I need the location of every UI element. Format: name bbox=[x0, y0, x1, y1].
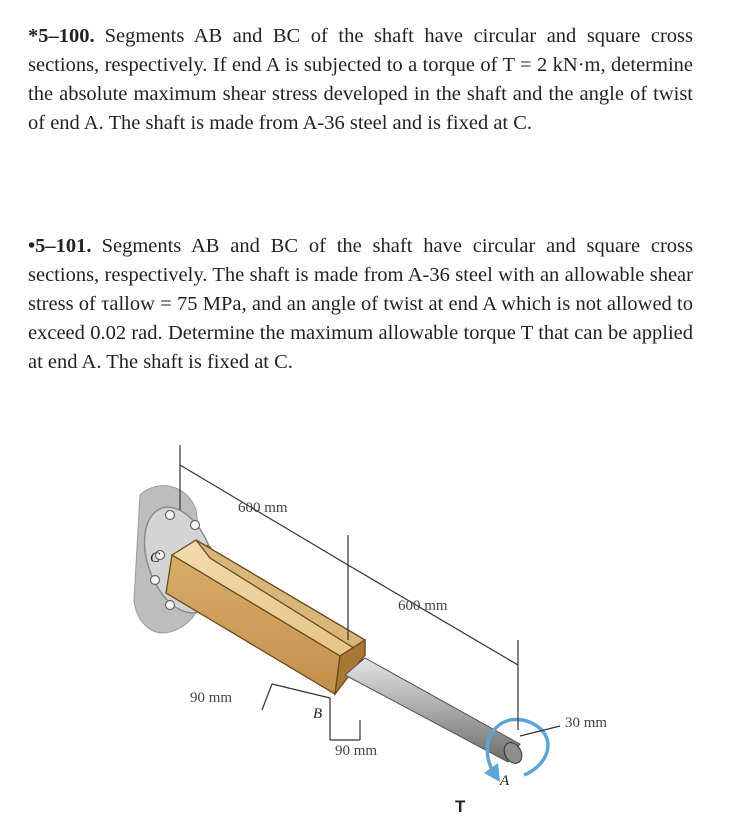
dim-600-right: 600 mm bbox=[398, 598, 448, 614]
problem-5-101 bbox=[28, 232, 693, 377]
shaft-figure bbox=[0, 440, 750, 840]
label-a: A bbox=[500, 773, 510, 789]
problem-number: *5–100. bbox=[28, 25, 95, 47]
problem-number: •5–101. bbox=[28, 235, 92, 257]
dim-90-bottom: 90 mm bbox=[335, 743, 378, 759]
label-b: B bbox=[313, 706, 323, 722]
square-segment-bc bbox=[166, 540, 365, 694]
dim-90-left: 90 mm bbox=[190, 690, 233, 706]
label-c: C bbox=[150, 550, 161, 566]
problem-text: Segments AB and BC of the shaft have circular and square cross sections, respectively. If end A is subjected to a torque of T = 2 kN·m, determine the absolute maximum shear stress developed in the shaft and the angle of twist of end A. The shaft is made from A-36 steel and is fixed at C. bbox=[28, 25, 693, 134]
dim-30: 30 mm bbox=[565, 715, 608, 731]
dim-600-left: 600 mm bbox=[238, 500, 288, 516]
problem-text: Segments AB and BC of the shaft have circular and square cross sections, respectively. The shaft is made from A-36 steel with an allowable shear stress of τallow = 75 MPa, and an angle of twist at end A which is not allowed to exceed 0.02 rad. Determine the maximum allowable torque T that can be applied at end A. The shaft is fixed at C. bbox=[28, 235, 693, 373]
label-t: T bbox=[455, 797, 466, 816]
problem-5-100 bbox=[28, 22, 693, 138]
